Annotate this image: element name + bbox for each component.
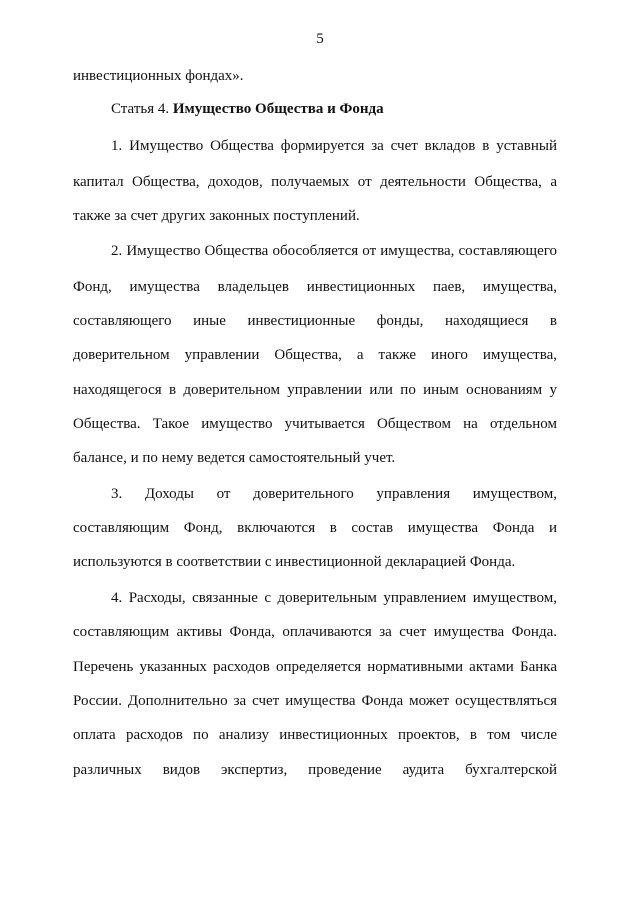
text-line: инвестиционных фондах». xyxy=(73,68,244,84)
text-line: капитал Общества, доходов, получаемых от деятельности Общества, а xyxy=(73,174,557,190)
text-line: различных видов экспертиз, проведение аудита бухгалтерской xyxy=(73,762,557,778)
text-line: составляющего иные инвестиционные фонды, находящиеся в xyxy=(73,313,557,329)
text-line: 1. Имущество Общества формируется за счет вкладов в уставный xyxy=(111,138,557,154)
text-line: составляющим Фонд, включаются в состав имущества Фонда и xyxy=(73,520,557,536)
text-line: 3. Доходы от доверительного управления имуществом, xyxy=(111,486,557,502)
text-line: балансе, и по нему ведется самостоятельный учет. xyxy=(73,450,396,466)
article-number: Статья 4. xyxy=(111,101,173,117)
text-line: Общества. Такое имущество учитывается Обществом на отдельном xyxy=(73,416,557,432)
text-line: доверительном управлении Общества, а также иного имущества, xyxy=(73,347,557,363)
text-line: 2. Имущество Общества обособляется от имущества, составляющего xyxy=(111,243,557,259)
text-line: составляющим активы Фонда, оплачиваются за счет имущества Фонда. xyxy=(73,624,557,640)
article-heading xyxy=(111,99,557,119)
text-line: России. Дополнительно за счет имущества Фонда может осуществляться xyxy=(73,693,557,709)
text-line: находящегося в доверительном управлении или по иным основаниям у xyxy=(73,382,557,398)
text-line: Перечень указанных расходов определяется нормативными актами Банка xyxy=(73,659,557,675)
article-title: Имущество Общества и Фонда xyxy=(172,101,384,117)
text-line: Фонд, имущества владельцев инвестиционных паев, имущества, xyxy=(73,279,557,295)
page-number: 5 xyxy=(316,31,324,47)
text-line: 4. Расходы, связанные с доверительным управлением имуществом, xyxy=(111,590,557,606)
text-line: также за счет других законных поступлений. xyxy=(73,208,360,224)
text-line: используются в соответствии с инвестиционной декларацией Фонда. xyxy=(73,554,516,570)
text-line: оплата расходов по анализу инвестиционных проектов, в том числе xyxy=(73,727,557,743)
